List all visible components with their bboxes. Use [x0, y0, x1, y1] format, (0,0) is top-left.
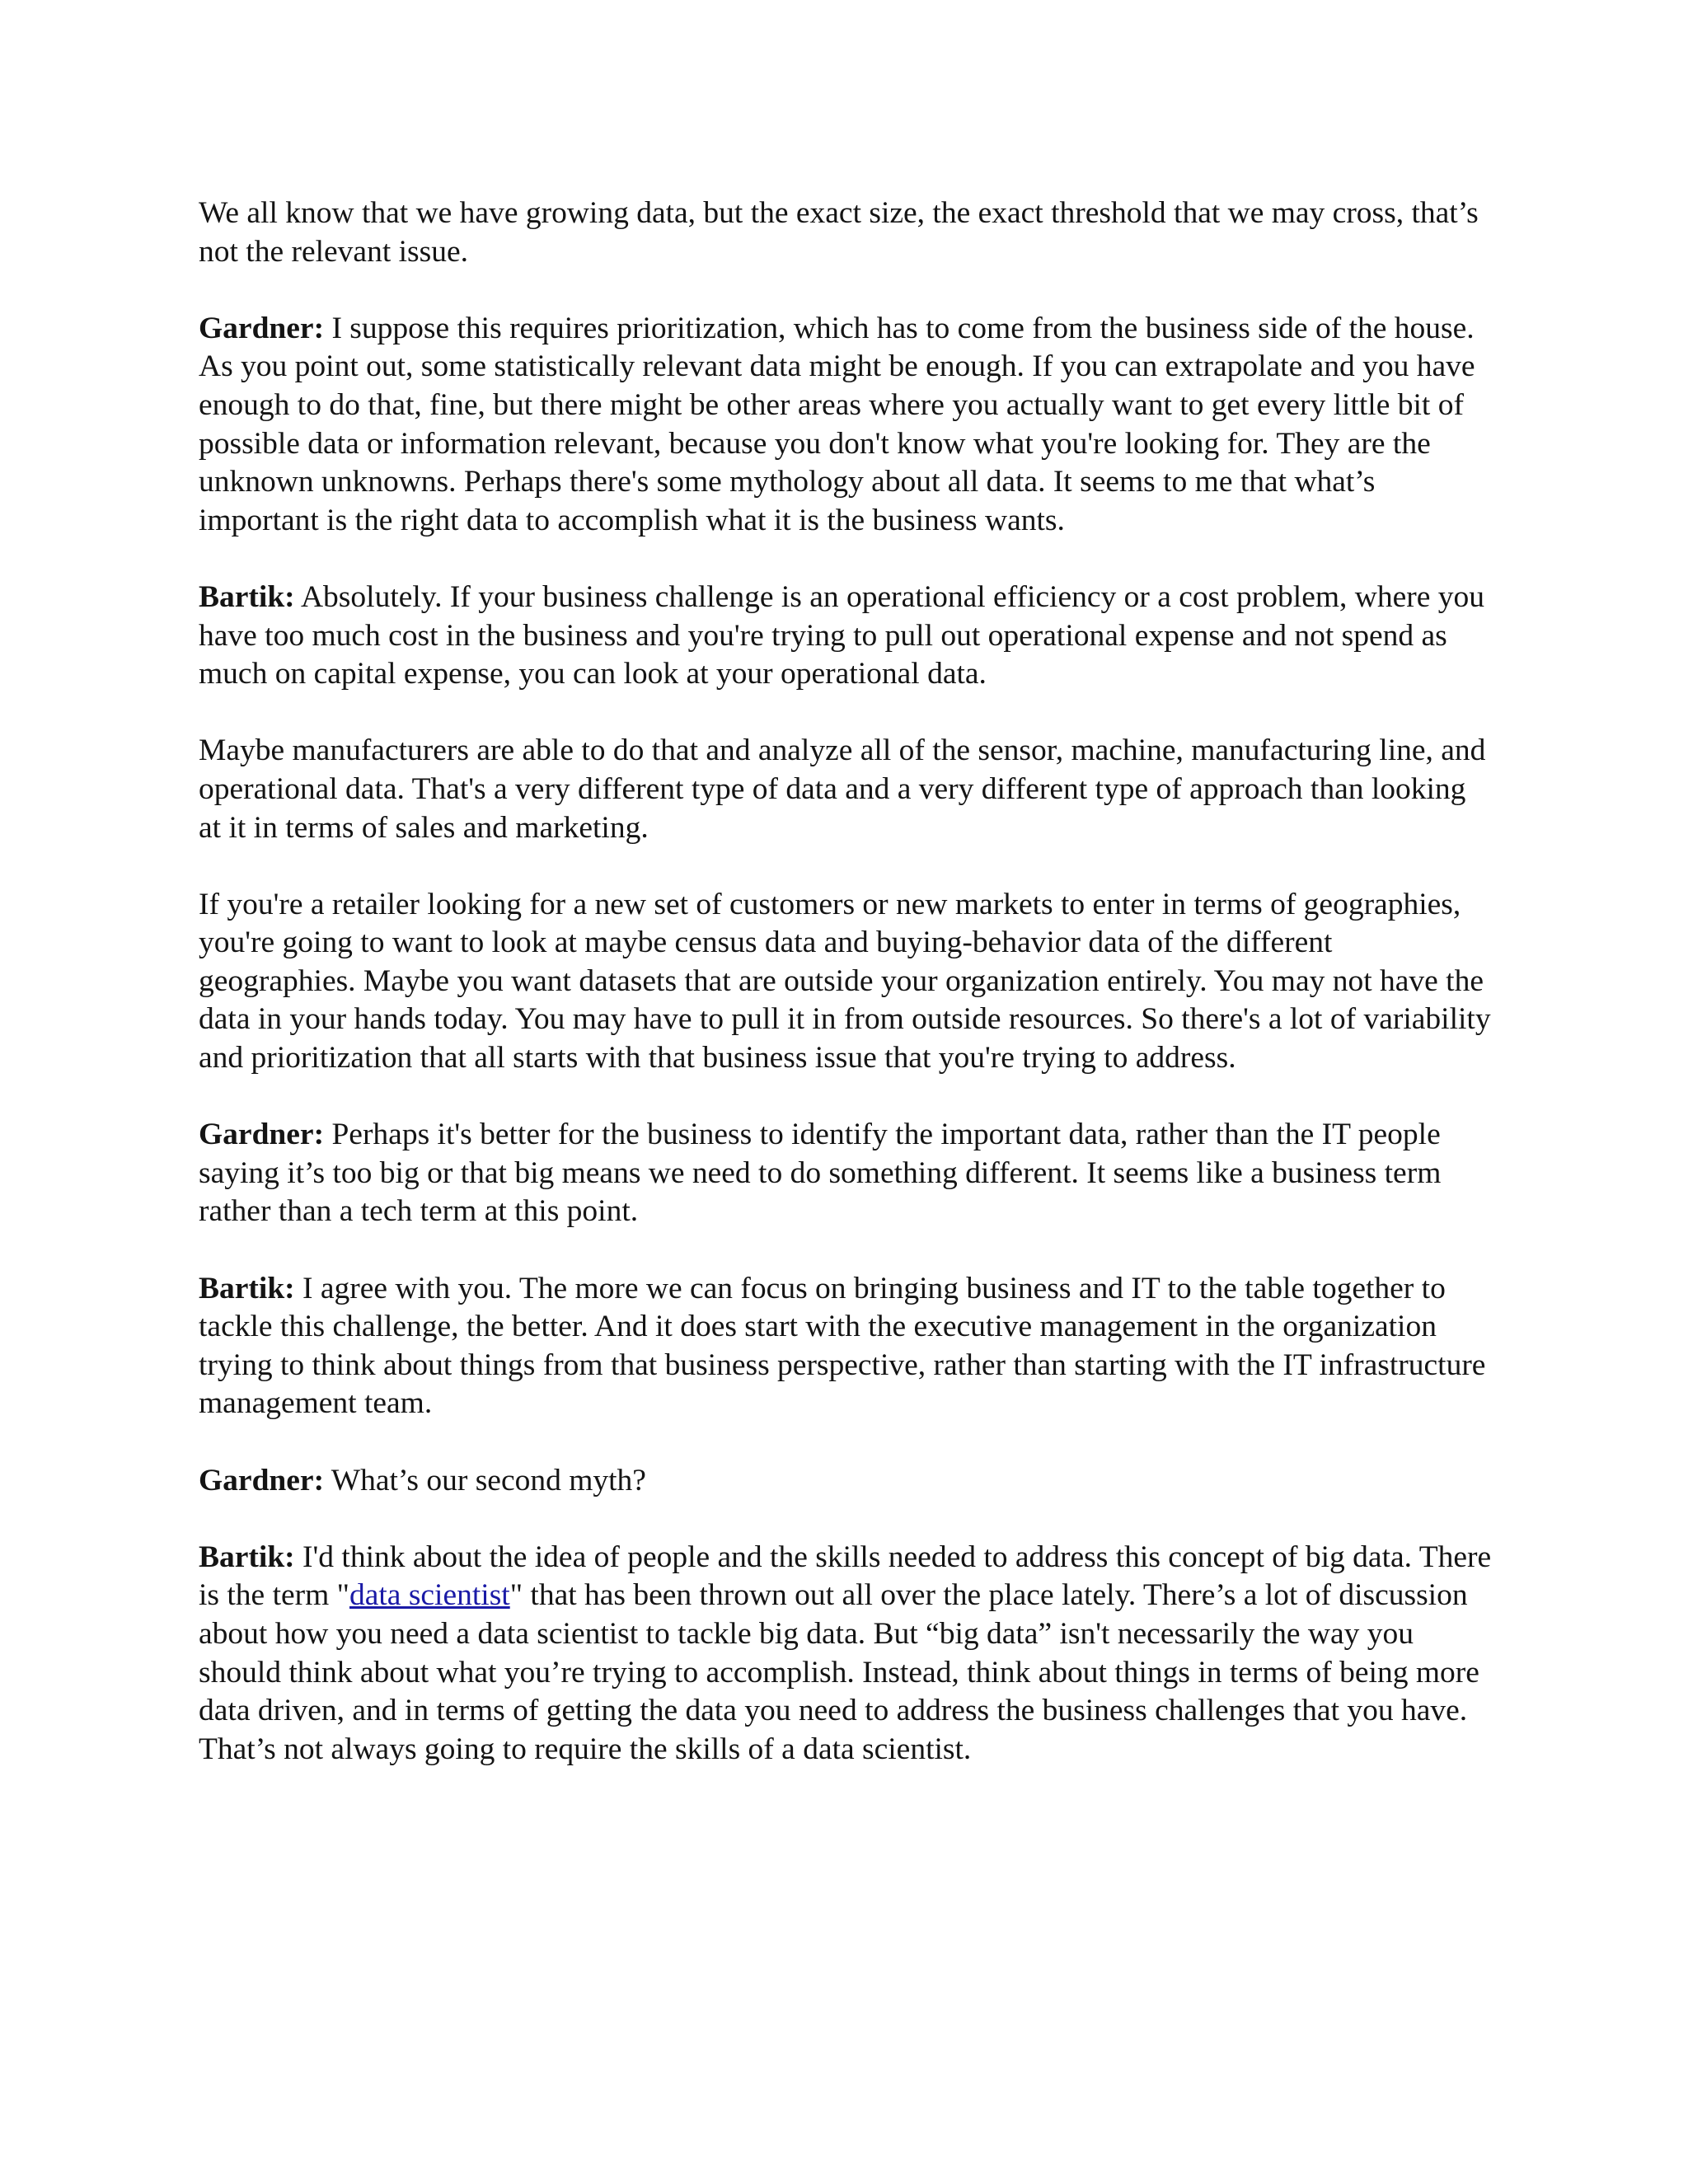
speaker-name: Bartik: — [199, 1540, 295, 1574]
document-page — [199, 194, 1493, 1807]
data-scientist-link[interactable]: data scientist — [349, 1578, 510, 1613]
paragraph-text: I agree with you. The more we can focus on bringing business and IT to the table together to tackle this challenge, the better. And it does start with the executive management in the organization trying to think about things from that business perspective, rather than starting with the IT infrastructure management team. — [199, 1271, 1486, 1421]
speaker-name: Gardner: — [199, 1118, 325, 1152]
speaker-name: Gardner: — [199, 311, 325, 345]
paragraph-text: Maybe manufacturers are able to do that and analyze all of the sensor, machine, manufacturing line, and operational data. That's a very different type of data and a very different type of approach than looking at it in terms of sales and marketing. — [199, 733, 1486, 845]
paragraph-gardner-1 — [199, 310, 1493, 541]
speaker-name: Bartik: — [199, 1271, 295, 1305]
paragraph-retailer — [199, 886, 1493, 1078]
paragraph-bartik-2 — [199, 1270, 1493, 1423]
paragraph-bartik-3 — [199, 1539, 1493, 1769]
paragraph-text: What’s our second myth? — [324, 1463, 646, 1497]
paragraph-intro — [199, 194, 1493, 271]
paragraph-bartik-1 — [199, 579, 1493, 694]
paragraph-gardner-3 — [199, 1462, 1493, 1501]
speaker-name: Bartik: — [199, 579, 295, 614]
paragraph-text: I'd think about the idea of people and the skills needed to address this concept of big data. There is the term " — [199, 1540, 1492, 1613]
paragraph-gardner-2 — [199, 1116, 1493, 1231]
speaker-name: Gardner: — [199, 1463, 325, 1497]
paragraph-text: If you're a retailer looking for a new set of customers or new markets to enter in terms of geographies, you're going to want to look at maybe census data and buying-behavior data of the different geographies. Maybe you want datasets that are outside your organization entirely. You may not have the data in your hands today. You may have to pull it in from outside resources. So there's a lot of variability and prioritization that all starts with that business issue that you're trying to address. — [199, 887, 1491, 1076]
paragraph-manufacturers — [199, 732, 1493, 847]
paragraph-text: Absolutely. If your business challenge is an operational efficiency or a cost problem, where you have too much cost in the business and you're trying to pull out operational expense and not spend as much on capital expense, you can look at your operational data. — [199, 579, 1485, 691]
paragraph-text: " that has been thrown out all over the place lately. There’s a lot of discussion about how you need a data scientist to tackle big data. But “big data” isn't necessarily the way you should think about what you’re trying to accomplish. Instead, think about things in terms of being more data driven, and in terms of getting the data you need to address the business challenges that you have. That’s not always going to require the skills of a data scientist. — [199, 1578, 1479, 1766]
paragraph-text: I suppose this requires prioritization, which has to come from the business side of the house. As you point out, some statistically relevant data might be enough. If you can extrapolate and you have enough to do that, fine, but there might be other areas where you actually want to get every little bit of possible data or information relevant, because you don't know what you're looking for. They are the unknown unknowns. Perhaps there's some mythology about all data. It seems to me that what’s important is the right data to accomplish what it is the business wants. — [199, 311, 1475, 537]
paragraph-text: Perhaps it's better for the business to identify the important data, rather than the IT people saying it’s too big or that big means we need to do something different. It seems like a business term rather than a tech term at this point. — [199, 1118, 1442, 1229]
paragraph-text: We all know that we have growing data, but the exact size, the exact threshold that we may cross, that’s not the relevant issue. — [199, 196, 1479, 269]
